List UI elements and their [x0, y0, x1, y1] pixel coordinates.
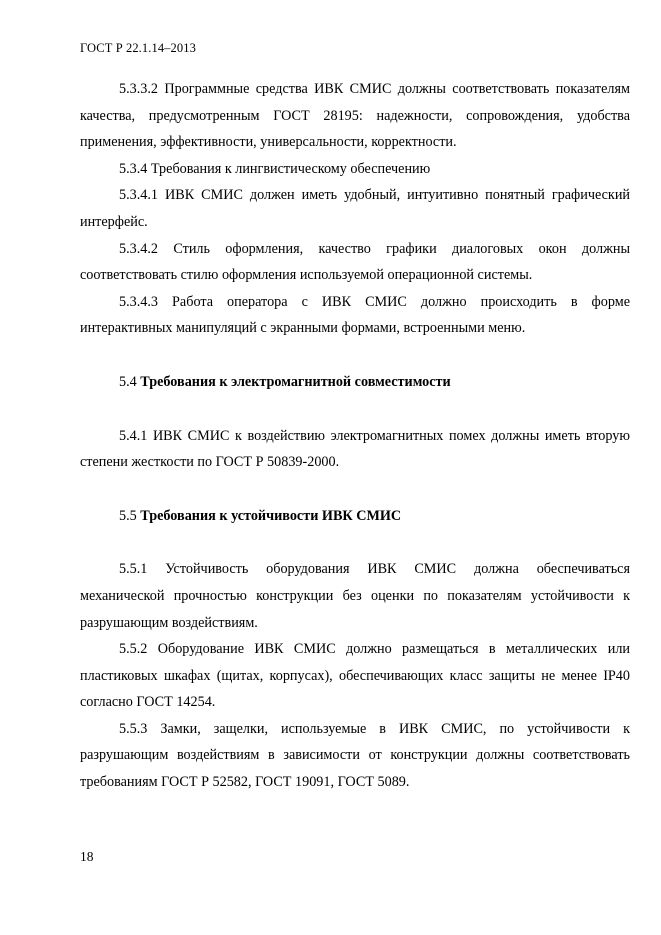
section-gap — [80, 396, 630, 423]
paragraph-5-3-4-2: 5.3.4.2 Стиль оформления, качество графики диалоговых окон должны соответствовать стилю оформления используемой операционной системы. — [80, 240, 630, 284]
page-number: 18 — [80, 849, 94, 864]
paragraph-5-5-1: 5.5.1 Устойчивость оборудования ИВК СМИС должна обеспечиваться механической прочностью конструкции без оценки по показателям устойчивости к разрушающим воздействиям. — [80, 561, 630, 631]
section-gap — [80, 529, 630, 556]
paragraph-5-4-1: 5.4.1 ИВК СМИС к воздействию электромагнитных помех должны иметь вторую степени жесткости по ГОСТ Р 50839-2000. — [80, 427, 630, 471]
section-title-5-5: Требования к устойчивости ИВК СМИС — [140, 507, 402, 524]
paragraph-5-5-3: 5.5.3 Замки, защелки, используемые в ИВК СМИС, по устойчивости к разрушающим воздействиям в зависимости от конструкции должны соответствовать требованиям ГОСТ Р 52582, ГОСТ 19091, ГОСТ 5089. — [80, 720, 630, 791]
paragraph-5-3-3-2: 5.3.3.2 Программные средства ИВК СМИС должны соответствовать показателям качества, предусмотренным ГОСТ 28195: надежности, сопровождения, удобства применения, эффективности, универсальности, корректности. — [80, 81, 630, 151]
section-gap — [80, 476, 630, 503]
section-gap — [80, 342, 630, 369]
section-heading-5-4 — [80, 369, 630, 396]
paragraph-5-5-2: 5.5.2 Оборудование ИВК СМИС должно размещаться в металлических или пластиковых шкафах (щитах, корпусах), обеспечивающих класс защиты не менее IP40 согласно ГОСТ 14254. — [80, 641, 630, 711]
section-number-5-4: 5.4 — [119, 373, 141, 390]
paragraph-5-3-4-1: 5.3.4.1 ИВК СМИС должен иметь удобный, интуитивно понятный графический интерфейс. — [80, 187, 630, 230]
paragraph-5-3-4-3: 5.3.4.3 Работа оператора с ИВК СМИС должно происходить в форме интерактивных манипуляций с экранными формами, встроенными меню. — [80, 293, 630, 337]
section-heading-5-5 — [80, 503, 630, 530]
section-title-5-4: Требования к электромагнитной совместимости — [140, 373, 451, 390]
paragraph-5-3-4: 5.3.4 Требования к лингвистическому обеспечению — [119, 160, 431, 177]
document-body — [80, 76, 630, 796]
page-header-standard-id: ГОСТ Р 22.1.14–2013 — [80, 41, 196, 55]
section-number-5-5: 5.5 — [119, 507, 141, 524]
